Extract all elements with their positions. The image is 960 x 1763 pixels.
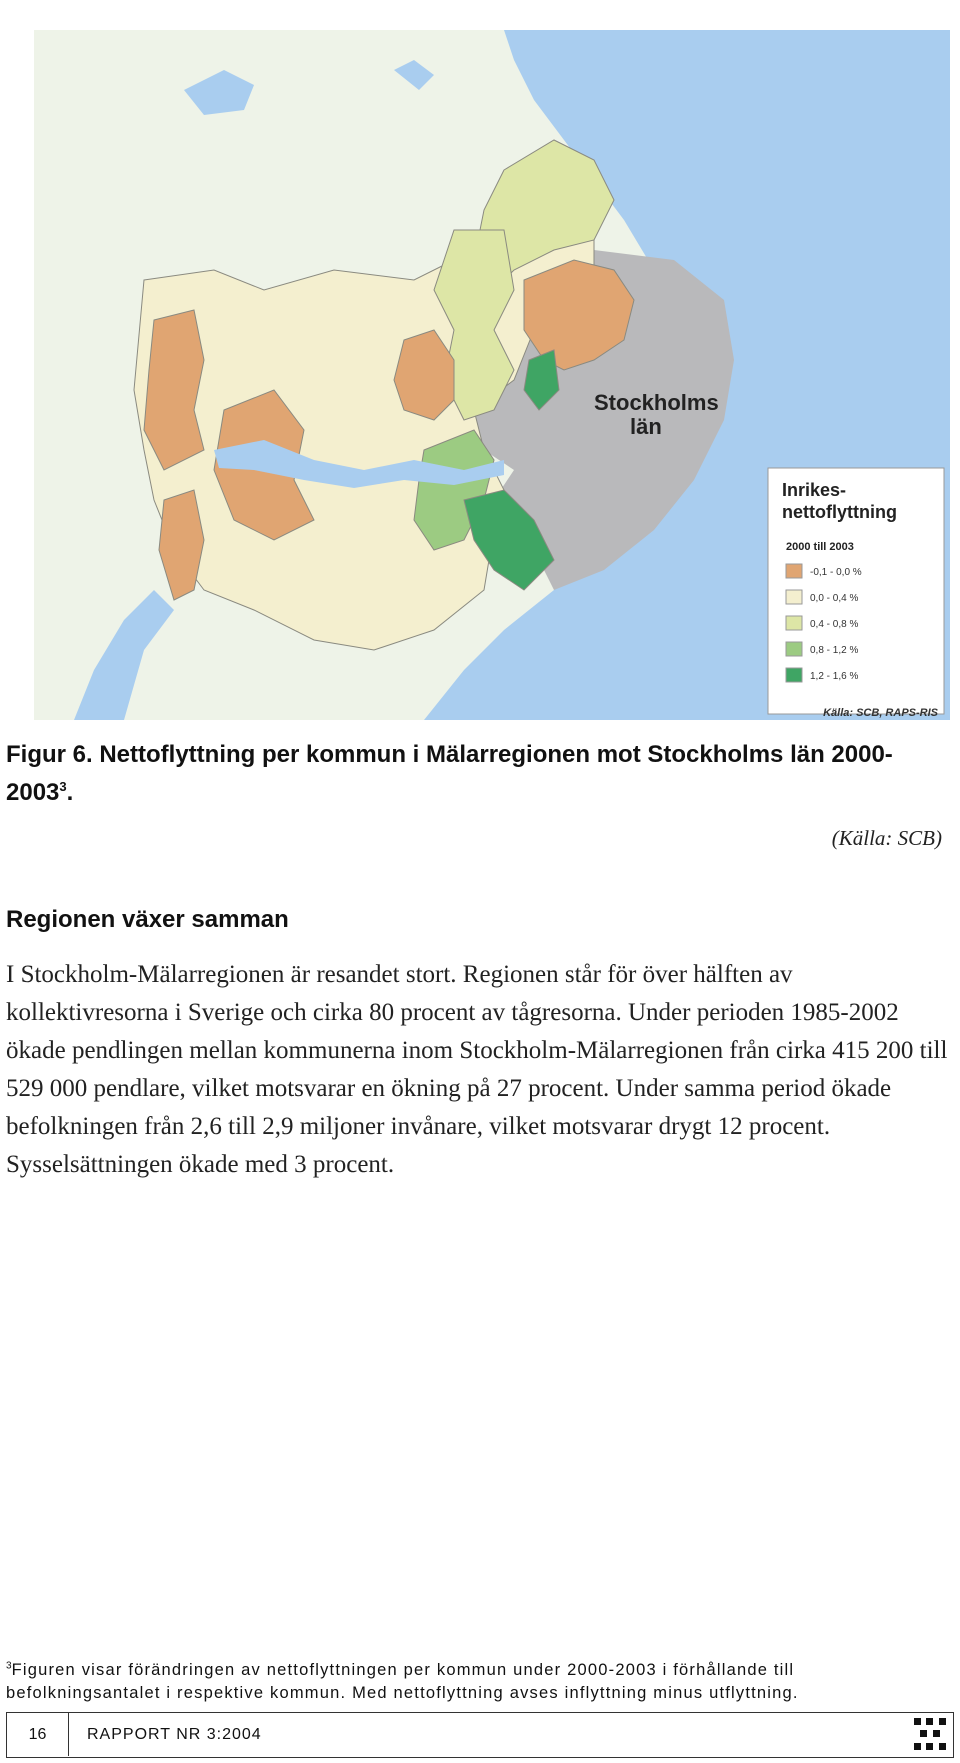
page-footer	[6, 1712, 954, 1758]
legend-label: 0,4 - 0,8 %	[810, 619, 859, 630]
map-source: Källa: SCB, RAPS-RIS	[823, 707, 938, 719]
legend-swatch	[786, 564, 802, 578]
map-legend	[768, 468, 944, 714]
legend-swatch	[786, 668, 802, 682]
caption-trailing: .	[66, 779, 74, 806]
page-number: 16	[7, 1713, 69, 1756]
legend-label: -0,1 - 0,0 %	[810, 567, 862, 578]
legend-title-line1: Inrikes-	[782, 480, 847, 500]
legend-label: 0,8 - 1,2 %	[810, 645, 859, 656]
caption-footnote-ref: 3	[59, 779, 67, 794]
region-orange-west	[144, 310, 204, 470]
legend-label: 0,0 - 0,4 %	[810, 593, 859, 604]
figure-caption	[6, 736, 946, 812]
legend-swatch	[786, 590, 802, 604]
report-number: RAPPORT NR 3:2004	[87, 1726, 262, 1743]
logo-icon	[913, 1717, 947, 1751]
map-label-line2: län	[630, 414, 662, 439]
footnote	[6, 1659, 954, 1705]
section-heading: Regionen växer samman	[6, 906, 289, 933]
legend-period: 2000 till 2003	[786, 541, 854, 553]
map-label-line1: Stockholms	[594, 390, 719, 415]
legend-label: 1,2 - 1,6 %	[810, 671, 859, 682]
map-figure	[34, 30, 950, 720]
legend-title-line2: nettoflyttning	[782, 502, 897, 522]
legend-swatch	[786, 616, 802, 630]
body-paragraph: I Stockholm-Mälarregionen är resandet stort. Regionen står för över hälften av kollektivresorna i Sverige och cirka 80 procent av tågresorna. Under perioden 1985-2002 ökade pendlingen mellan kommunerna inom Stockholm-Mälarregionen från cirka 415 200 till 529 000 pendlare, vilket motsvarar en ökning på 27 procent. Under samma period ökade befolkningen från 2,6 till 2,9 miljoner invånare, vilket motsvarar drygt 12 procent. Sysselsättningen ökade med 3 procent.	[6, 961, 948, 1178]
footnote-marker: 3	[6, 1660, 12, 1672]
footnote-text: Figuren visar förändringen av nettoflyttningen per kommun under 2000-2003 i förhållande till befolkningsantalet i respektive kommun. Med nettoflyttning avses inflyttning minus utflyttning.	[6, 1661, 799, 1702]
legend-swatch	[786, 642, 802, 656]
figure-source: (Källa: SCB)	[831, 826, 942, 850]
figure-caption-text: Figur 6. Nettoflyttning per kommun i Mälarregionen mot Stockholms län 2000-2003	[6, 741, 893, 806]
